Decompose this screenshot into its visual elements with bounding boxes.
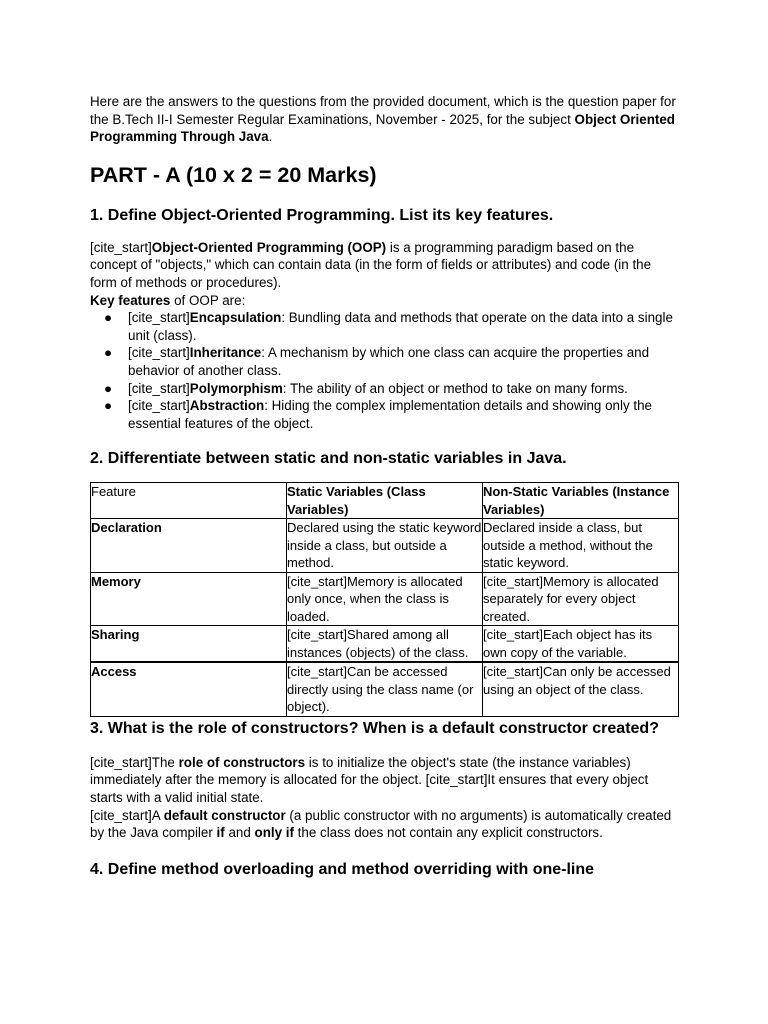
table-header-cell: Non-Static Variables (Instance Variables) bbox=[483, 483, 679, 519]
comparison-table bbox=[90, 482, 679, 717]
part-a-title: PART - A (10 x 2 = 20 Marks) bbox=[90, 162, 377, 187]
table-cell: [cite_start]Memory is allocated separately for every object created. bbox=[483, 572, 679, 626]
table-header-row bbox=[91, 483, 679, 519]
table-cell: Declared inside a class, but outside a method, without the static keyword. bbox=[483, 519, 679, 573]
table-cell: Declaration bbox=[91, 519, 287, 573]
q3-p2-prefix: [cite_start]A bbox=[90, 807, 164, 823]
q1-answer bbox=[90, 239, 680, 433]
table-row bbox=[91, 572, 679, 626]
table-row bbox=[91, 519, 679, 573]
document-page bbox=[90, 93, 680, 893]
q3-paragraph-1 bbox=[90, 754, 680, 807]
q3-p1-term: role of constructors bbox=[178, 754, 306, 770]
q3-paragraph-2 bbox=[90, 807, 680, 842]
q1-definition bbox=[90, 239, 680, 292]
intro-text: Here are the answers to the questions from the provided document, which is the question paper for the B.Tech II-I Semester Regular Examinations, November - 2025, for the subject bbox=[90, 94, 676, 127]
q3-p1-text: is to initialize the object's state (the instance variables) immediately after the memory is allocated for the object. [cite_start]It ensures that every object starts with a valid initial state. bbox=[90, 754, 649, 805]
table-header-cell: Feature bbox=[91, 483, 287, 519]
q2-heading: 2. Differentiate between static and non-static variables in Java. bbox=[90, 450, 567, 468]
features-intro bbox=[90, 292, 680, 310]
table-cell: [cite_start]Memory is allocated only once, when the class is loaded. bbox=[287, 572, 483, 626]
bullet-icon: ● bbox=[104, 310, 113, 326]
intro-subject: Object Oriented Programming Through Java bbox=[90, 111, 675, 145]
table-cell: [cite_start]Each object has its own copy of the variable. bbox=[483, 626, 679, 663]
table-cell: Sharing bbox=[91, 626, 287, 663]
feature-desc: : Hiding the complex implementation details and showing only the essential features of the object. bbox=[128, 398, 652, 431]
q4-heading: 4. Define method overloading and method overriding with one-line bbox=[90, 860, 595, 878]
intro-paragraph bbox=[90, 93, 680, 146]
features-label-rest: of OOP are: bbox=[170, 292, 246, 308]
list-item bbox=[90, 397, 680, 432]
q3-p2-rest: the class does not contain any explicit constructors. bbox=[293, 825, 603, 841]
table-row bbox=[91, 626, 679, 663]
q3-answer bbox=[90, 754, 680, 842]
cite-marker: [cite_start] bbox=[128, 380, 190, 396]
list-item bbox=[90, 380, 680, 398]
cite-marker: [cite_start] bbox=[128, 345, 190, 361]
feature-term: Polymorphism bbox=[189, 380, 283, 396]
table-header-cell: Static Variables (Class Variables) bbox=[287, 483, 483, 519]
q1-definition-text: is a programming paradigm based on the concept of "objects," which can contain data (in the form of fields or attributes) and code (in the form of methods or procedures). bbox=[90, 239, 652, 290]
table-cell: [cite_start]Can be accessed directly using the class name (or object). bbox=[287, 662, 483, 716]
list-item bbox=[90, 344, 680, 379]
table-cell: Memory bbox=[91, 572, 287, 626]
intro-period: . bbox=[268, 129, 273, 145]
cite-marker: [cite_start] bbox=[90, 239, 152, 255]
feature-term: Inheritance bbox=[189, 345, 262, 361]
q3-p2-onlyif: only if bbox=[254, 825, 294, 841]
table-row bbox=[91, 662, 679, 716]
q1-heading: 1. Define Object-Oriented Programming. List its key features. bbox=[90, 206, 554, 224]
feature-desc: : A mechanism by which one class can acquire the properties and behavior of another class. bbox=[128, 345, 650, 378]
feature-desc: : Bundling data and methods that operate on the data into a single unit (class). bbox=[128, 310, 673, 343]
cite-marker: [cite_start] bbox=[128, 310, 190, 326]
q3-heading: 3. What is the role of constructors? When is a default constructor created? bbox=[90, 719, 659, 737]
feature-term: Abstraction bbox=[189, 398, 265, 414]
table-cell: [cite_start]Can only be accessed using an object of the class. bbox=[483, 662, 679, 716]
bullet-icon: ● bbox=[104, 345, 113, 361]
bullet-icon: ● bbox=[104, 398, 113, 414]
oop-term: Object-Oriented Programming (OOP) bbox=[151, 239, 387, 255]
q3-p2-and: and bbox=[224, 825, 255, 841]
feature-term: Encapsulation bbox=[189, 310, 282, 326]
bullet-icon: ● bbox=[104, 380, 113, 396]
table-cell: Declared using the static keyword inside a class, but outside a method. bbox=[287, 520, 482, 571]
list-item bbox=[90, 309, 680, 344]
table-cell: [cite_start]Shared among all instances (objects) of the class. bbox=[287, 626, 483, 663]
q3-p1-prefix: [cite_start]The bbox=[90, 754, 179, 770]
q3-p2-term: default constructor bbox=[163, 807, 286, 823]
q3-p2-text: (a public constructor with no arguments) is automatically created by the Java compiler bbox=[90, 807, 672, 841]
cite-marker: [cite_start] bbox=[128, 398, 190, 414]
feature-desc: : The ability of an object or method to take on many forms. bbox=[282, 380, 628, 396]
features-label: Key features bbox=[90, 292, 171, 308]
features-list bbox=[90, 309, 680, 432]
q3-p2-if: if bbox=[216, 825, 225, 841]
table-cell: Access bbox=[91, 662, 287, 716]
